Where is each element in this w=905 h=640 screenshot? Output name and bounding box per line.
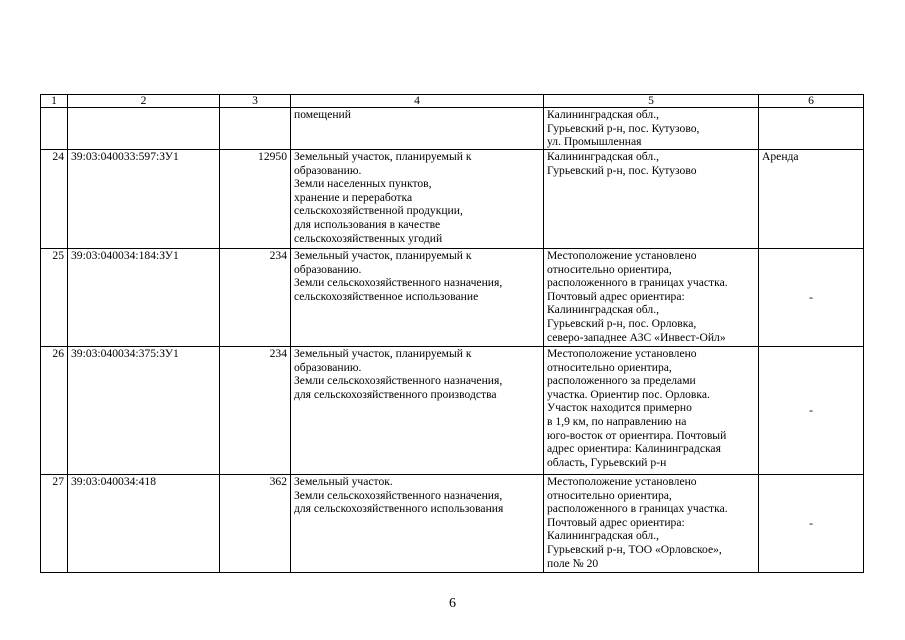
table-row [41,475,864,573]
column-number: 6 [759,95,864,108]
column-number: 1 [41,95,68,108]
plot-description: Земельный участок, планируемый к образованию. Земли населенных пунктов, хранение и переработка сельскохозяйственной продукции, для использования в качестве сельскохозяйственных угодий [291,150,544,249]
right-type: - [759,475,864,573]
land-plots-table [40,94,864,573]
cadastral-number: 39:03:040033:597:ЗУ1 [68,150,220,249]
column-number: 5 [544,95,759,108]
plot-description: Земельный участок, планируемый к образованию. Земли сельскохозяйственного назначения, сельскохозяйственное использование [291,249,544,347]
right-type: Аренда [759,150,864,249]
page-number: 6 [449,596,456,611]
column-number: 4 [291,95,544,108]
plot-area: 12950 [220,150,291,249]
table-row [41,347,864,475]
cadastral-number: 39:03:040034:375:ЗУ1 [68,347,220,475]
row-number: 24 [41,150,68,249]
continuation-row [41,108,864,150]
right-type: - [759,249,864,347]
plot-description: помещений [291,108,544,150]
row-number: 27 [41,475,68,573]
plot-area: 234 [220,347,291,475]
column-number: 2 [68,95,220,108]
row-number: 26 [41,347,68,475]
column-number: 3 [220,95,291,108]
plot-location: Калининградская обл., Гурьевский р-н, пос. Кутузово, ул. Промышленная [544,108,759,150]
cadastral-number: 39:03:040034:418 [68,475,220,573]
cadastral-number: 39:03:040034:184:ЗУ1 [68,249,220,347]
plot-location: Местоположение установлено относительно ориентира, расположенного в границах участка. Почтовый адрес ориентира: Калининградская обл., Гурьевский р-н, ТОО «Орловское», поле № 20 [544,475,759,573]
column-number-row [41,95,864,108]
table-row [41,249,864,347]
plot-area: 362 [220,475,291,573]
plot-location: Местоположение установлено относительно ориентира, расположенного в границах участка. Почтовый адрес ориентира: Калининградская обл., Гурьевский р-н, пос. Орловка, северо-западнее АЗС «Инвест-Ойл» [544,249,759,347]
plot-description: Земельный участок, планируемый к образованию. Земли сельскохозяйственного назначения, для сельскохозяйственного производства [291,347,544,475]
right-type: - [759,347,864,475]
plot-area: 234 [220,249,291,347]
row-number: 25 [41,249,68,347]
plot-description: Земельный участок. Земли сельскохозяйственного назначения, для сельскохозяйственного использования [291,475,544,573]
table-row [41,150,864,249]
plot-location: Местоположение установлено относительно ориентира, расположенного за пределами участка. Ориентир пос. Орловка. Участок находится примерно в 1,9 км, по направлению на юго-восток от ориентира. Почтовый адрес ориентира: Калининградская область, Гурьевский р-н [544,347,759,475]
plot-location: Калининградская обл., Гурьевский р-н, пос. Кутузово [544,150,759,249]
